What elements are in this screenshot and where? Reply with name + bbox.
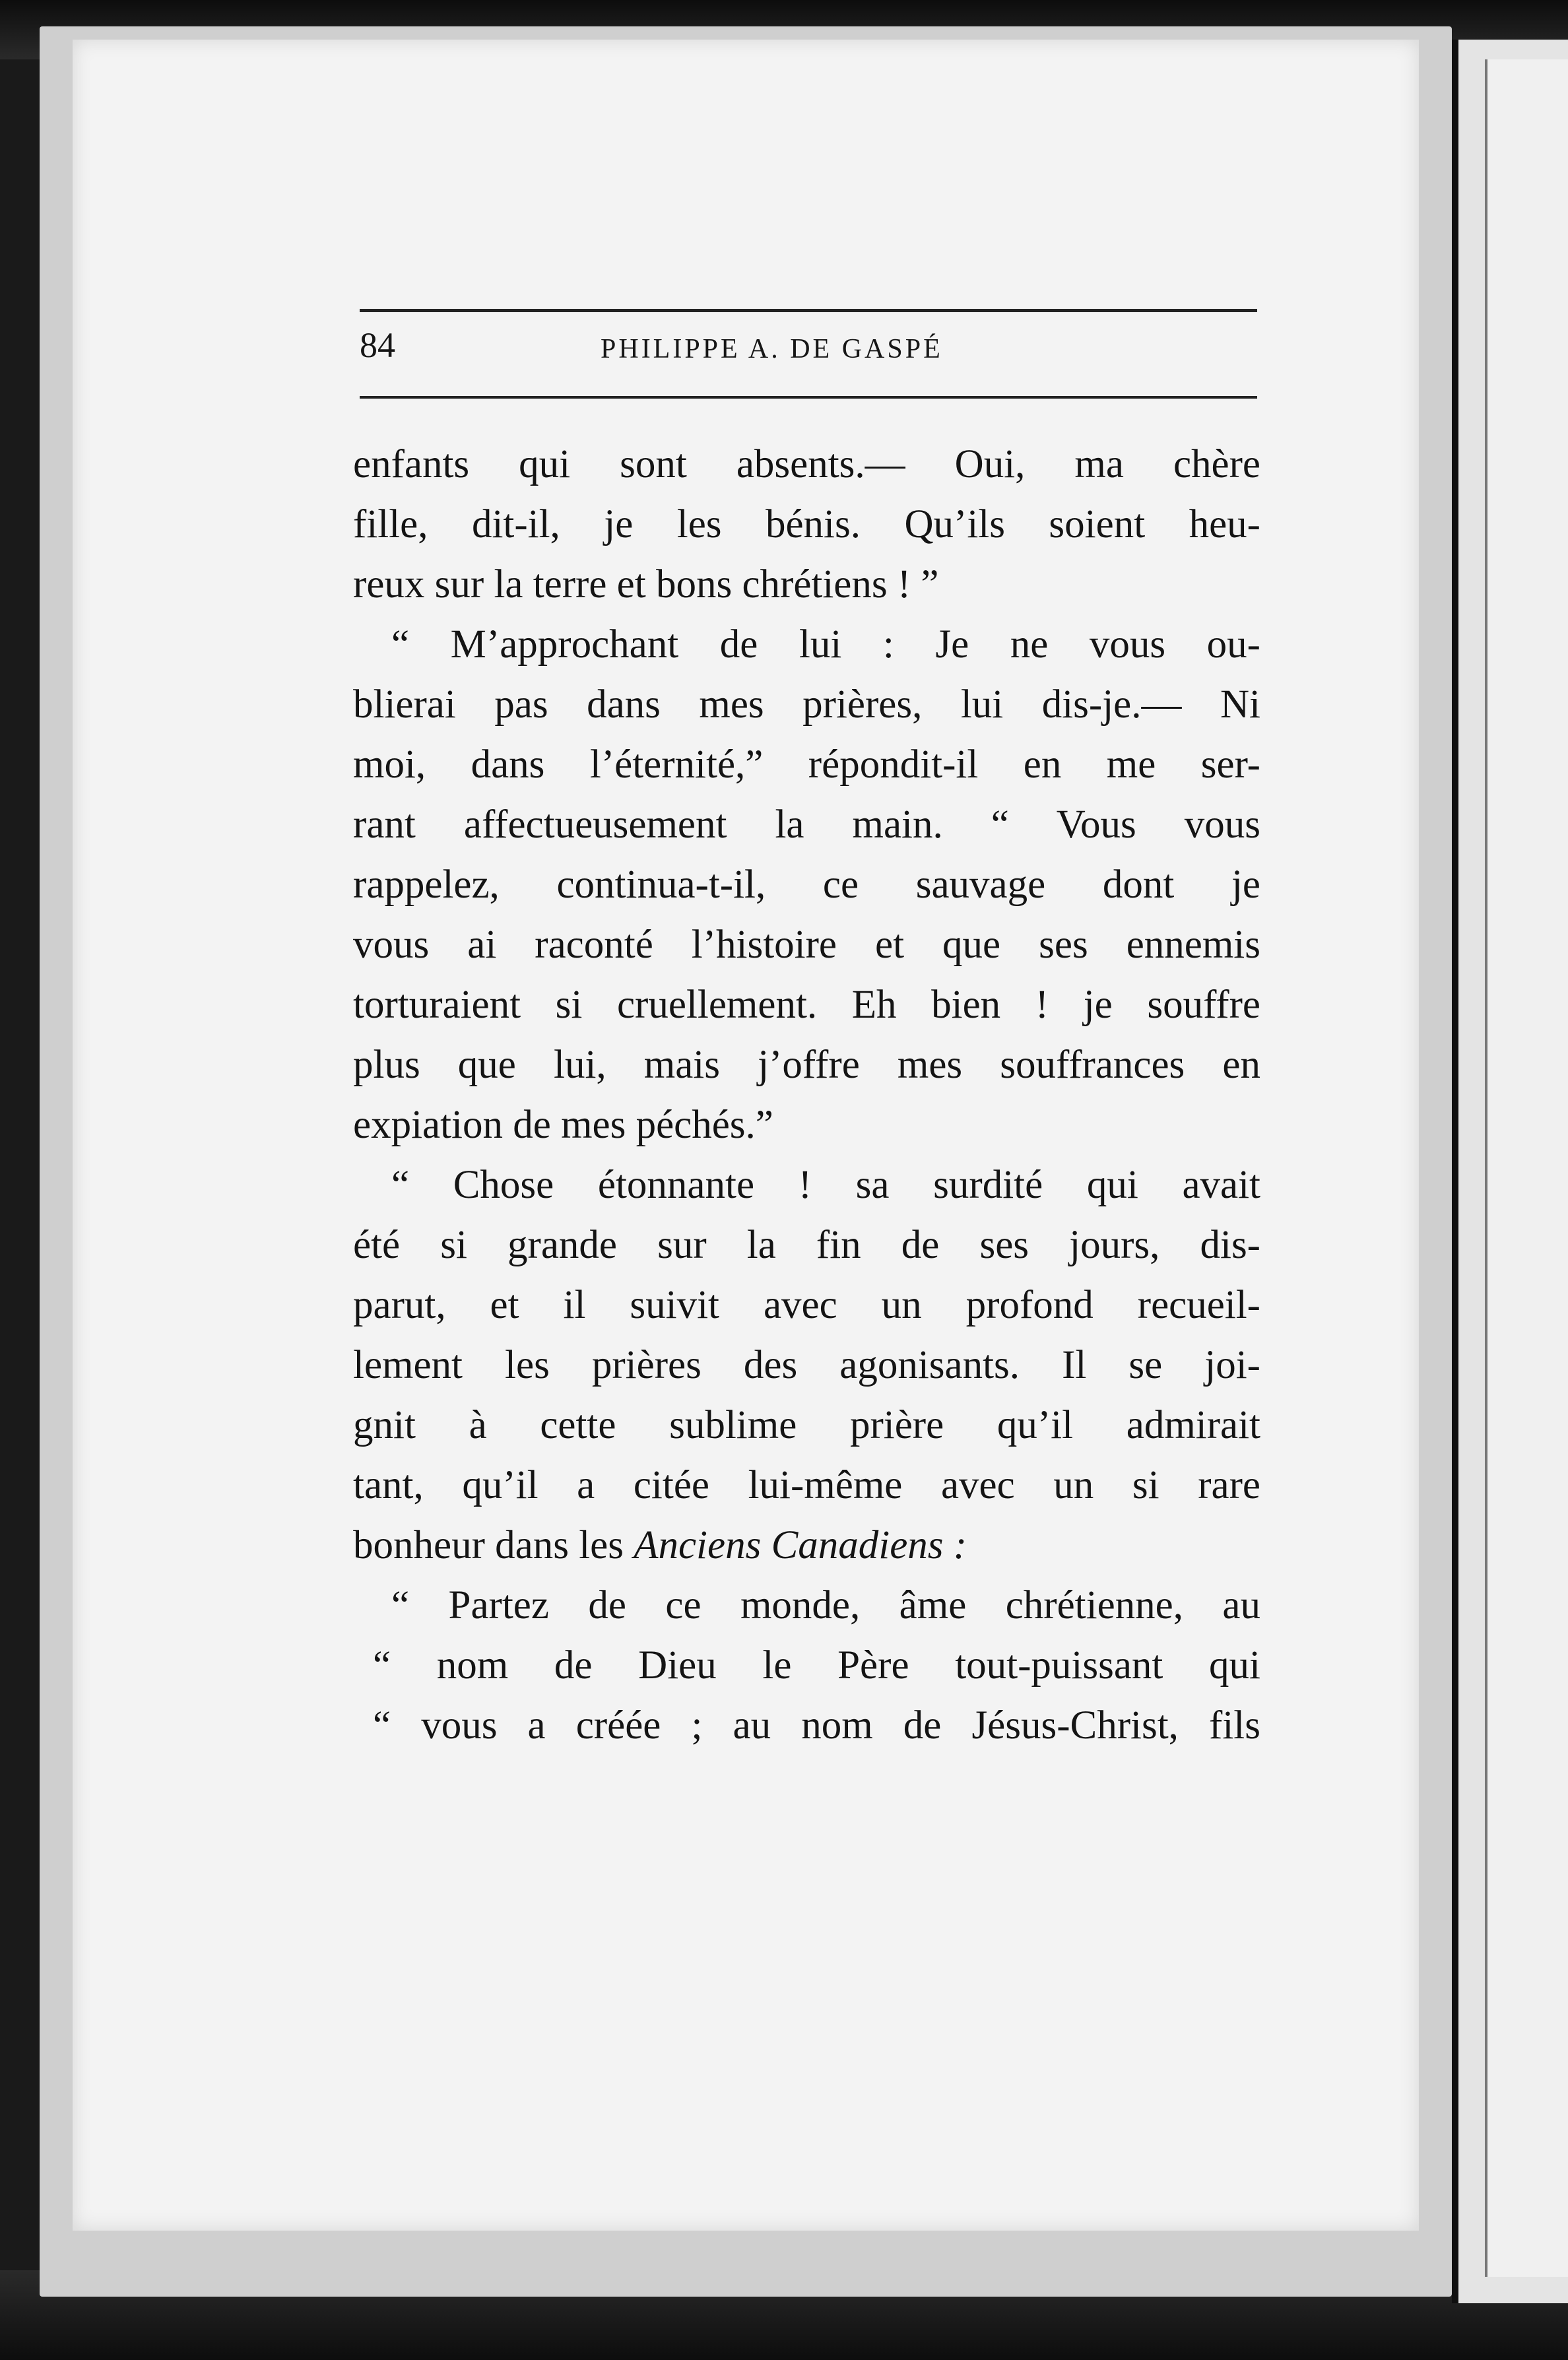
- adjacent-page-edge: [1452, 40, 1568, 2303]
- text-line: tant, qu’il a citée lui-même avec un si rare: [353, 1463, 1260, 1507]
- header-rule-bottom: [360, 396, 1257, 399]
- header-rule-top: [360, 309, 1257, 312]
- text-line: [353, 1515, 1260, 1575]
- text-line: “ vous a créée ; au nom de Jésus-Christ, fils: [373, 1703, 1260, 1748]
- text-line: parut, et il suivit avec un profond recueil-: [353, 1283, 1260, 1327]
- text-line: fille, dit-il, je les bénis. Qu’ils soient heu-: [353, 502, 1260, 546]
- text-line: enfants qui sont absents.— Oui, ma chère: [353, 442, 1260, 486]
- text-line: “ Chose étonnante ! sa surdité qui avait: [391, 1163, 1260, 1207]
- text-line: gnit à cette sublime prière qu’il admirait: [353, 1403, 1260, 1447]
- body-text: [353, 434, 1260, 1755]
- page-number: 84: [360, 325, 395, 365]
- text-line: reux sur la terre et bons chrétiens ! ”: [353, 562, 939, 606]
- text-line-start: bonheur dans les: [353, 1523, 634, 1567]
- text-line: rant affectueusement la main. “ Vous vous: [353, 803, 1260, 847]
- text-line: “ M’approchant de lui : Je ne vous ou-: [391, 622, 1260, 667]
- text-line: “ Partez de ce monde, âme chrétienne, au: [391, 1583, 1260, 1627]
- text-line: “ nom de Dieu le Père tout-puissant qui: [373, 1643, 1260, 1688]
- text-line: blierai pas dans mes prières, lui dis-je.— Ni: [353, 682, 1260, 727]
- text-line: vous ai raconté l’histoire et que ses ennemis: [353, 923, 1260, 967]
- text-line: été si grande sur la fin de ses jours, dis-: [353, 1223, 1260, 1267]
- book-title-italic: Anciens Canadiens :: [634, 1523, 967, 1567]
- text-line: rappelez, continua-t-il, ce sauvage dont je: [353, 863, 1260, 907]
- running-head: PHILIPPE A. DE GASPÉ: [601, 334, 943, 364]
- page-header: [360, 290, 1257, 403]
- text-line: moi, dans l’éternité,” répondit-il en me ser-: [353, 742, 1260, 787]
- text-line: plus que lui, mais j’offre mes souffrances en: [353, 1043, 1260, 1087]
- text-line: torturaient si cruellement. Eh bien ! je souffre: [353, 983, 1260, 1027]
- adjacent-page-surface: [1485, 59, 1568, 2277]
- text-line: lement les prières des agonisants. Il se joi-: [353, 1343, 1260, 1387]
- text-line: expiation de mes péchés.”: [353, 1103, 773, 1147]
